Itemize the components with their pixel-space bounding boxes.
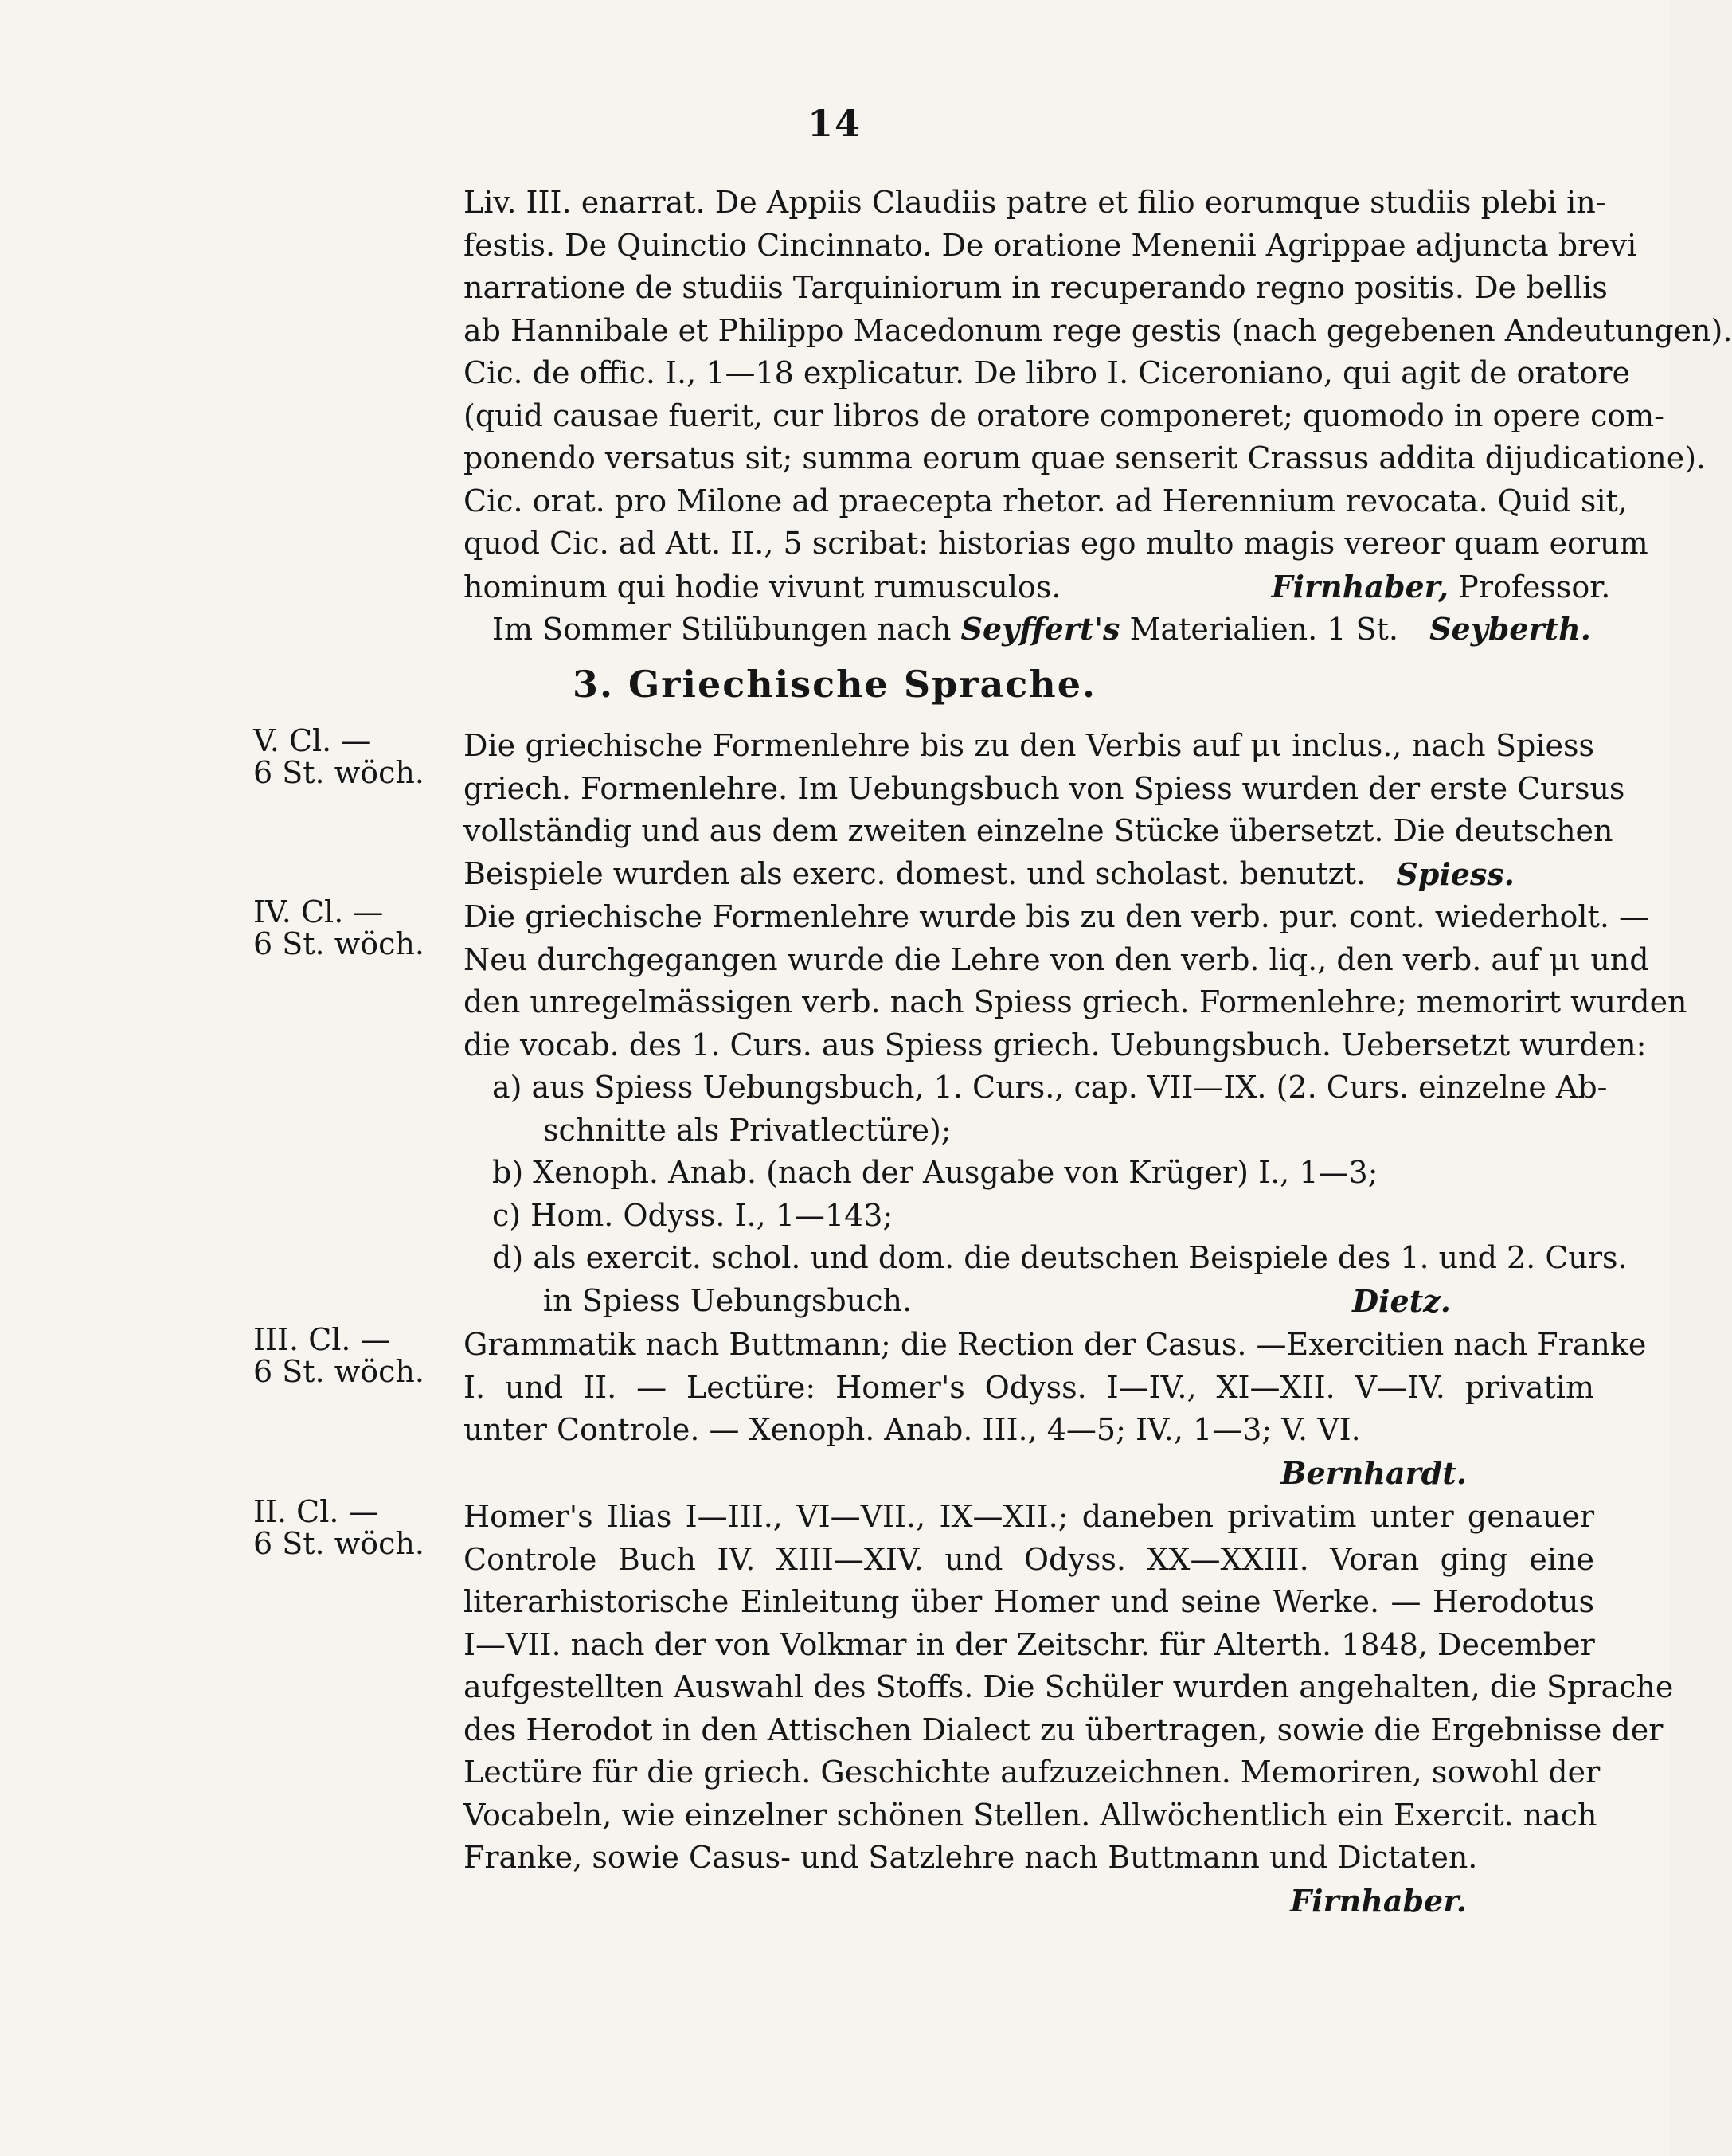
text-line: vollständig und aus dem zweiten einzelne Stücke übersetzt. Die deutschen: [463, 813, 1613, 848]
class-iv-subitems: [463, 1066, 1628, 1322]
text-line: narratione de studiis Tarquiniorum in recuperando regno positis. De bellis: [463, 270, 1608, 305]
text-line: ponendo versatus sit; summa eorum quae senserit Crassus addita dijudicatione).: [463, 440, 1707, 475]
class-iv-paragraph: [463, 896, 1687, 1066]
latin-paragraph: [463, 182, 1732, 608]
text-line: festis. De Quinctio Cincinnato. De oratione Menenii Agrippae adjuncta brevi: [463, 227, 1637, 263]
author-name: Seyffert's: [960, 611, 1120, 647]
text-line: quod Cic. ad Att. II., 5 scribat: historias ego multo magis vereor quam eorum: [463, 526, 1648, 561]
list-item: c) Hom. Odyss. I., 1—143;: [492, 1197, 893, 1233]
teacher-signature: Dietz.: [1352, 1282, 1451, 1319]
teacher-signature: Firnhaber,: [1271, 568, 1449, 605]
class-hours: 6 St. wöch.: [253, 926, 424, 961]
list-item: schnitte als Privatlectüre);: [543, 1112, 952, 1148]
teacher-signature: Firnhaber.: [1290, 1882, 1467, 1919]
class-label-ii: [253, 1496, 444, 1559]
text-line: die vocab. des 1. Curs. aus Spiess griech. Uebungsbuch. Uebersetzt wurden:: [463, 1027, 1647, 1062]
text-line: Homer's Ilias I—III., VI—VII., IX—XII.; daneben privatim unter genauer: [463, 1499, 1594, 1534]
text-line: Die griechische Formenlehre wurde bis zu den verb. pur. cont. wiederholt. —: [463, 899, 1649, 934]
class-label-iv: [253, 896, 444, 960]
text-line-signature: [463, 853, 1594, 896]
text-line: I. und II. — Lectüre: Homer's Odyss. I—IV., XI—XII. V—IV. privatim: [463, 1369, 1594, 1405]
section-heading: 3. Griechische Sprache.: [572, 663, 1097, 706]
class-label-iii: [253, 1324, 444, 1387]
text-line: Neu durchgegangen wurde die Lehre von den verb. liq., den verb. auf μι und: [463, 941, 1649, 977]
text-line: literarhistorische Einleitung über Homer und seine Werke. — Herodotus: [463, 1584, 1594, 1619]
text-fragment: Beispiele wurden als exerc. domest. und scholast. benutzt.: [463, 855, 1366, 891]
class-hours: 6 St. wöch.: [253, 1354, 424, 1389]
text-line: Lectüre für die griech. Geschichte aufzuzeichnen. Memoriren, sowohl der: [463, 1755, 1601, 1790]
teacher-title: Professor.: [1458, 569, 1611, 605]
text-line: griech. Formenlehre. Im Uebungsbuch von Spiess wurden der erste Cursus: [463, 770, 1625, 806]
class-ii-paragraph: [463, 1496, 1674, 1923]
class-iii-paragraph: [463, 1324, 1647, 1495]
text-line: (quid causae fuerit, cur libros de oratore componeret; quomodo in opere com-: [463, 397, 1665, 433]
text-fragment: in Spiess Uebungsbuch.: [543, 1282, 913, 1318]
page-number: 14: [807, 102, 862, 145]
text-line: Vocabeln, wie einzelner schönen Stellen. Allwöchentlich ein Exercit. nach: [463, 1797, 1597, 1833]
text-line: ab Hannibale et Philippo Macedonum rege gestis (nach gegebenen Andeutungen).: [463, 312, 1732, 348]
list-item: b) Xenoph. Anab. (nach der Ausgabe von Krüger) I., 1—3;: [492, 1155, 1378, 1190]
class-name: IV. Cl. —: [253, 894, 384, 929]
text-line: aufgestellten Auswahl des Stoffs. Die Schüler wurden angehalten, die Sprache: [463, 1669, 1674, 1704]
text-line: Controle Buch IV. XIII—XIV. und Odyss. XX—XXIII. Voran ging eine: [463, 1541, 1594, 1577]
class-v-paragraph: [463, 725, 1625, 895]
text-line: Die griechische Formenlehre bis zu den Verbis auf μι inclus., nach Spiess: [463, 728, 1594, 763]
class-name: II. Cl. —: [253, 1494, 379, 1529]
teacher-signature: Seyberth.: [1429, 611, 1591, 647]
text-line-signature: [463, 1280, 1594, 1323]
teacher-signature: Spiess.: [1396, 855, 1515, 892]
text-line: Liv. III. enarrat. De Appiis Claudiis patre et filio eorumque studiis plebi in-: [463, 185, 1606, 220]
list-item: a) aus Spiess Uebungsbuch, 1. Curs., cap. VII—IX. (2. Curs. einzelne Ab-: [492, 1070, 1608, 1105]
list-item: d) als exercit. schol. und dom. die deutschen Beispiele des 1. und 2. Curs.: [492, 1240, 1628, 1275]
text-line: I—VII. nach der von Volkmar in der Zeitschr. für Alterth. 1848, December: [463, 1626, 1595, 1662]
class-label-v: [253, 725, 444, 788]
class-name: III. Cl. —: [253, 1322, 391, 1357]
class-hours: 6 St. wöch.: [253, 755, 424, 790]
class-hours: 6 St. wöch.: [253, 1526, 424, 1561]
text-line: Grammatik nach Buttmann; die Rection der Casus. —Exercitien nach Franke: [463, 1327, 1647, 1362]
class-name: V. Cl. —: [253, 723, 372, 758]
text-line: Cic. de offic. I., 1—18 explicatur. De libro I. Ciceroniano, qui agit de oratore: [463, 355, 1630, 390]
text-fragment: Im Sommer Stilübungen nach: [492, 612, 952, 647]
text-line-signature: [463, 565, 1611, 609]
teacher-signature-line: [463, 1880, 1594, 1923]
text-line: den unregelmässigen verb. nach Spiess griech. Formenlehre; memorirt wurden: [463, 984, 1687, 1019]
text-fragment: Materialien. 1 St.: [1129, 612, 1398, 647]
teacher-signature-line: [463, 1452, 1594, 1496]
text-line: Cic. orat. pro Milone ad praecepta rhetor. ad Herennium revocata. Quid sit,: [463, 483, 1628, 518]
text-line-signature: [492, 608, 1591, 651]
text-line: des Herodot in den Attischen Dialect zu übertragen, sowie die Ergebnisse der: [463, 1712, 1664, 1747]
text-line: Franke, sowie Casus- und Satzlehre nach Buttmann und Dictaten.: [463, 1840, 1478, 1875]
text-line: unter Controle. — Xenoph. Anab. III., 4—5; IV., 1—3; V. VI.: [463, 1412, 1361, 1447]
teacher-signature: Bernhardt.: [1280, 1454, 1467, 1491]
text-fragment: hominum qui hodie vivunt rumusculos.: [463, 569, 1061, 605]
summer-line: [492, 608, 1591, 651]
